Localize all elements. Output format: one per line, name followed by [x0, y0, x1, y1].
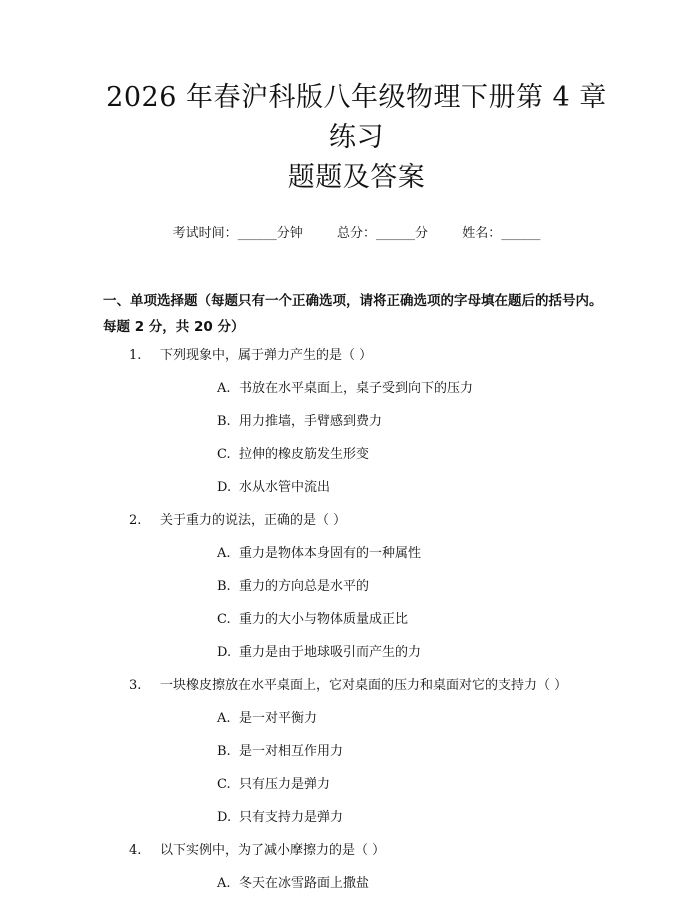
name-blank: ______ — [501, 226, 541, 241]
option-letter: D. — [217, 645, 232, 660]
section-heading: 一、单项选择题（每题只有一个正确选项，请将正确选项的字母填在题后的括号内。每题 2 分，共 20 分） — [103, 293, 603, 335]
question-item — [103, 676, 610, 828]
option-item — [160, 643, 610, 663]
option-list — [160, 379, 610, 498]
option-text: 是一对平衡力 — [239, 711, 318, 726]
question-number: 3. — [129, 678, 142, 693]
option-item — [160, 709, 610, 729]
score-blank: ______分 — [376, 226, 429, 241]
exam-info-line — [103, 224, 610, 244]
option-list — [160, 709, 610, 828]
option-item — [160, 544, 610, 564]
option-letter: A. — [217, 546, 231, 561]
option-text: 用力推墙，手臂感到费力 — [239, 414, 383, 429]
option-item — [160, 742, 610, 762]
question-text: 一块橡皮擦放在水平桌面上，它对桌面的压力和桌面对它的支持力（ ） — [160, 678, 568, 693]
option-letter: B. — [217, 579, 231, 594]
option-letter: A. — [217, 381, 231, 396]
option-text: 冬天在冰雪路面上撒盐 — [239, 876, 370, 891]
option-text: 重力的大小与物体质量成正比 — [239, 612, 409, 627]
option-text: 水从水管中流出 — [239, 480, 331, 495]
option-text: 重力是由于地球吸引而产生的力 — [239, 645, 422, 660]
title-line-1: 2026 年春沪科版八年级物理下册第 4 章练习 — [106, 82, 607, 153]
question-text: 以下实例中，为了减小摩擦力的是（ ） — [160, 843, 386, 858]
option-list — [160, 874, 610, 894]
name-label: 姓名： — [462, 226, 502, 241]
question-item — [103, 511, 610, 663]
question-number: 2. — [129, 513, 142, 528]
option-text: 书放在水平桌面上，桌子受到向下的压力 — [239, 381, 474, 396]
time-label: 考试时间： — [172, 226, 238, 241]
option-text: 重力的方向总是水平的 — [239, 579, 370, 594]
option-text: 重力是物体本身固有的一种属性 — [239, 546, 422, 561]
question-text: 下列现象中，属于弹力产生的是（ ） — [160, 348, 373, 363]
option-item — [160, 379, 610, 399]
option-text: 是一对相互作用力 — [239, 744, 344, 759]
question-list — [103, 346, 610, 894]
score-label: 总分： — [336, 226, 376, 241]
question-number: 4. — [129, 843, 142, 858]
option-letter: B. — [217, 744, 231, 759]
option-letter: C. — [217, 612, 231, 627]
option-item — [160, 577, 610, 597]
question-number: 1. — [129, 348, 142, 363]
page-title — [103, 0, 610, 198]
option-text: 只有支持力是弹力 — [239, 810, 344, 825]
option-item — [160, 412, 610, 432]
option-item — [160, 808, 610, 828]
option-letter: C. — [217, 777, 231, 792]
option-letter: B. — [217, 414, 231, 429]
question-text: 关于重力的说法，正确的是（ ） — [160, 513, 347, 528]
question-item — [103, 346, 610, 498]
question-item — [103, 841, 610, 894]
option-item — [160, 445, 610, 465]
time-blank: ______分钟 — [237, 226, 303, 241]
option-item — [160, 478, 610, 498]
option-letter: D. — [217, 480, 232, 495]
option-letter: D. — [217, 810, 232, 825]
title-line-2: 题题及答案 — [287, 162, 426, 193]
option-letter: A. — [217, 876, 231, 891]
option-item — [160, 874, 610, 894]
option-item — [160, 775, 610, 795]
option-letter: C. — [217, 447, 231, 462]
option-item — [160, 610, 610, 630]
option-text: 拉伸的橡皮筋发生形变 — [239, 447, 370, 462]
option-letter: A. — [217, 711, 231, 726]
option-text: 只有压力是弹力 — [239, 777, 331, 792]
option-list — [160, 544, 610, 663]
